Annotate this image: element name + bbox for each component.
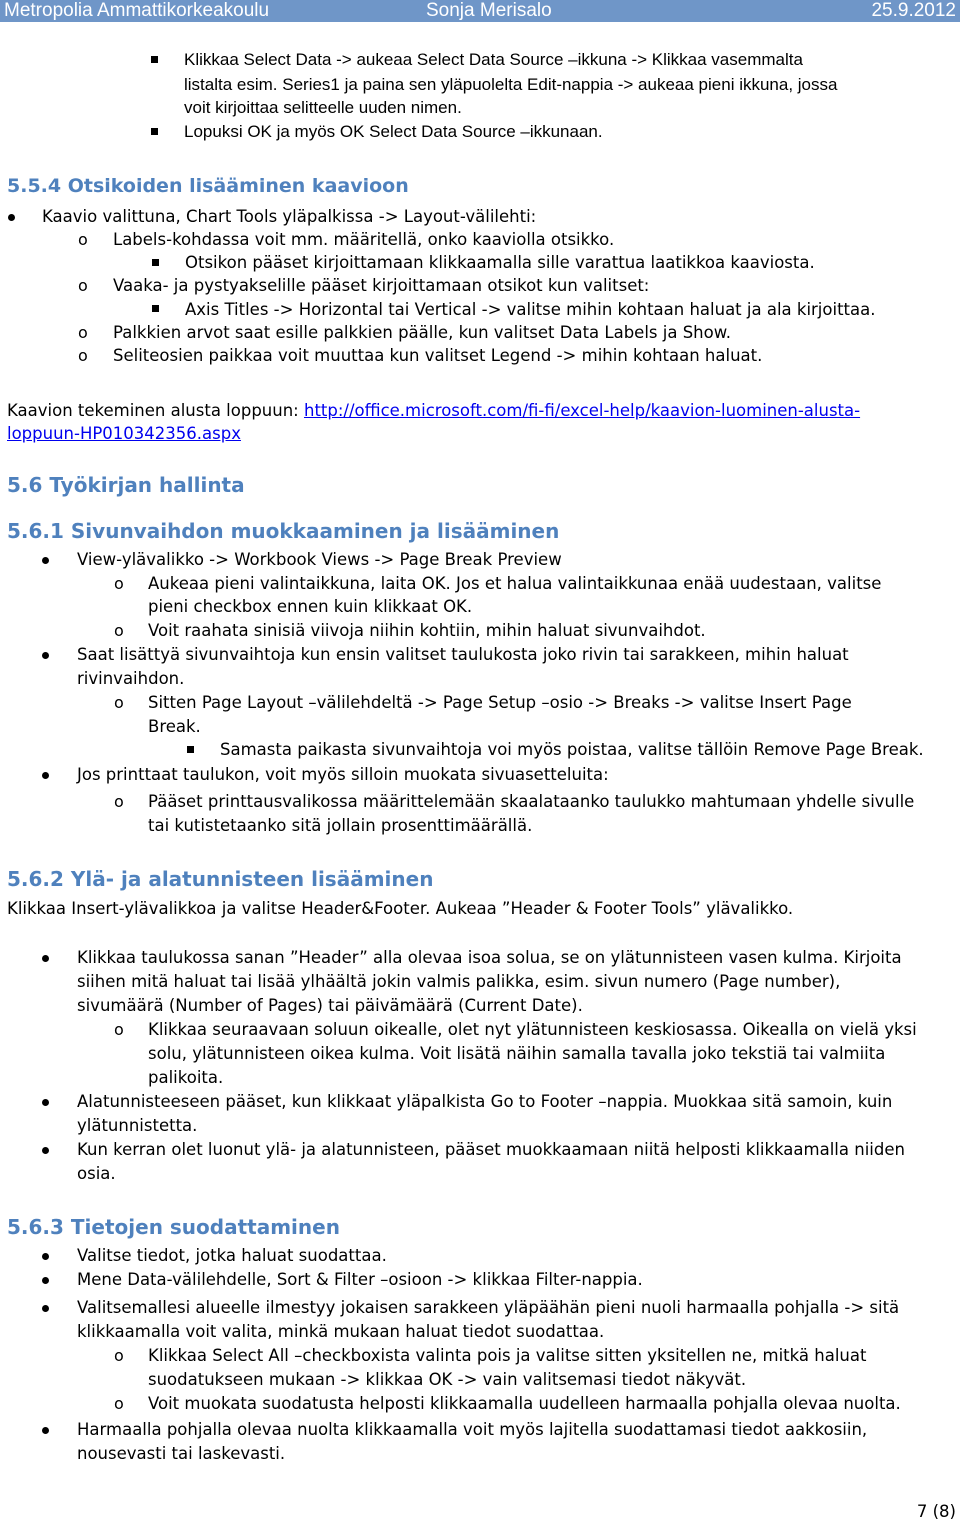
text-line: Labels-kohdassa voit mm. määritellä, onko kaaviolla otsikko. <box>113 230 615 249</box>
header-date: 25.9.2012 <box>871 0 956 21</box>
text-line: sivumäärä (Number of Pages) tai päivämäärä (Current Date). <box>77 996 583 1015</box>
text-line: Kaavio valittuna, Chart Tools yläpalkissa -> Layout-välilehti: <box>42 207 537 226</box>
section-heading-5-6: 5.6 Työkirjan hallinta <box>7 473 245 497</box>
text-line: Seliteosien paikkaa voit muuttaa kun valitset Legend -> mihin kohtaan haluat. <box>113 346 763 365</box>
text-line: Harmaalla pohjalla olevaa nuolta klikkaamalla voit myös lajitella suodattamasi tiedot aakkosiin, <box>77 1420 868 1439</box>
disc-bullet-icon <box>42 652 49 659</box>
text-line: klikkaamalla voit valita, minkä mukaan haluat tiedot suodattaa. <box>77 1322 605 1341</box>
text-line: Mene Data-välilehdelle, Sort & Filter –osioon -> klikkaa Filter-nappia. <box>77 1270 643 1289</box>
section-heading-5-5-4: 5.5.4 Otsikoiden lisääminen kaavioon <box>7 175 409 197</box>
text-line: Aukeaa pieni valintaikkuna, laita OK. Jos et halua valintaikkunaa enää uudestaan, valitse <box>148 574 882 593</box>
text-line: nousevasti tai laskevasti. <box>77 1444 286 1463</box>
section-heading-5-6-2: 5.6.2 Ylä- ja alatunnisteen lisääminen <box>7 867 434 891</box>
text-line: Samasta paikasta sivunvaihtoja voi myös poistaa, valitse tällöin Remove Page Break. <box>220 740 924 759</box>
text-line: Klikkaa Insert-ylävalikkoa ja valitse Header&Footer. Aukeaa ”Header & Footer Tools” ylävalikko. <box>7 899 794 918</box>
circle-bullet-icon: o <box>114 693 124 712</box>
section-heading-5-6-1: 5.6.1 Sivunvaihdon muokkaaminen ja lisääminen <box>7 519 560 543</box>
text-line: Saat lisättyä sivunvaihtoja kun ensin valitset taulukosta joko rivin tai sarakkeen, mihin haluat <box>77 645 849 664</box>
text-line: Kun kerran olet luonut ylä- ja alatunnisteen, pääset muokkaamaan niitä helposti klikkaamalla niiden <box>77 1140 905 1159</box>
text-line: listalta esim. Series1 ja paina sen yläpuolelta Edit-nappia -> aukeaa pieni ikkuna, jossa <box>184 75 838 94</box>
office-help-link-continued[interactable]: loppuun-HP010342356.aspx <box>7 424 241 443</box>
square-bullet-icon <box>152 305 159 312</box>
disc-bullet-icon <box>42 955 49 962</box>
text-line: solu, ylätunnisteen oikea kulma. Voit lisätä näihin samalla tavalla joko tekstiä tai valmiita <box>148 1044 886 1063</box>
text-line: View-ylävalikko -> Workbook Views -> Page Break Preview <box>77 550 562 569</box>
square-bullet-icon <box>152 259 159 266</box>
text-line: Lopuksi OK ja myös OK Select Data Source –ikkunaan. <box>184 122 603 141</box>
text-line: Axis Titles -> Horizontal tai Vertical -> valitse mihin kohtaan haluat ja ala kirjoittaa. <box>185 300 876 319</box>
text-line: pieni checkbox ennen kuin klikkaat OK. <box>148 597 473 616</box>
text-line: Break. <box>148 717 201 736</box>
disc-bullet-icon <box>8 214 15 221</box>
circle-bullet-icon: o <box>114 1346 124 1365</box>
square-bullet-icon <box>187 746 194 753</box>
header-institution: Metropolia Ammattikorkeakoulu <box>4 0 270 21</box>
text-line: suodatukseen mukaan -> klikkaa OK -> vain valitsemasi tiedot näkyvät. <box>148 1370 747 1389</box>
disc-bullet-icon <box>42 1147 49 1154</box>
disc-bullet-icon <box>42 1427 49 1434</box>
text-line: palikoita. <box>148 1068 224 1087</box>
text-line: Klikkaa seuraavaan soluun oikealle, olet nyt ylätunnisteen keskiosassa. Oikealla on vielä yksi <box>148 1020 917 1039</box>
circle-bullet-icon: o <box>78 323 88 342</box>
text-line: Valitsemallesi alueelle ilmestyy jokaisen sarakkeen yläpäähän pieni nuoli harmaalla pohjalla -> sitä <box>77 1298 900 1317</box>
text-line: Pääset printtausvalikossa määrittelemään skaalataanko taulukko mahtumaan yhdelle sivulle <box>148 792 915 811</box>
link-paragraph <box>7 399 860 423</box>
text-line: Alatunnisteeseen pääset, kun klikkaat yläpalkista Go to Footer –nappia. Muokkaa sitä samoin, kuin <box>77 1092 893 1111</box>
section-heading-5-6-3: 5.6.3 Tietojen suodattaminen <box>7 1215 340 1239</box>
text-line: ylätunnistetta. <box>77 1116 198 1135</box>
text-line: Klikkaa Select Data -> aukeaa Select Data Source –ikkuna -> Klikkaa vasemmalta <box>184 50 803 69</box>
disc-bullet-icon <box>42 772 49 779</box>
text-line: tai kutistetaanko sitä jollain prosenttimäärällä. <box>148 816 533 835</box>
office-help-link[interactable]: http://office.microsoft.com/fi-fi/excel-help/kaavion-luominen-alusta- <box>303 401 861 420</box>
circle-bullet-icon: o <box>114 792 124 811</box>
text-line: Voit muokata suodatusta helposti klikkaamalla uudelleen harmaalla pohjalla olevaa nuolta. <box>148 1394 901 1413</box>
header-author: Sonja Merisalo <box>426 0 552 21</box>
text-line: Jos printtaat taulukon, voit myös silloin muokata sivuasetteluita: <box>77 765 609 784</box>
text-line: rivinvaihdon. <box>77 669 185 688</box>
text-line: Vaaka- ja pystyakselille pääset kirjoittamaan otsikot kun valitset: <box>113 276 650 295</box>
circle-bullet-icon: o <box>78 276 88 295</box>
disc-bullet-icon <box>42 1305 49 1312</box>
link-paragraph-line2 <box>7 422 241 446</box>
square-bullet-icon <box>151 56 158 63</box>
text-line: osia. <box>77 1164 116 1183</box>
text-line: voit kirjoittaa selitteelle uuden nimen. <box>184 98 462 117</box>
text-line: Voit raahata sinisiä viivoja niihin kohtiin, mihin haluat sivunvaihdot. <box>148 621 706 640</box>
disc-bullet-icon <box>42 1253 49 1260</box>
square-bullet-icon <box>151 128 158 135</box>
circle-bullet-icon: o <box>114 1394 124 1413</box>
text-line: siihen mitä haluat tai lisää ylhäältä jokin valmis palikka, esim. sivun numero (Page number), <box>77 972 841 991</box>
circle-bullet-icon: o <box>78 346 88 365</box>
text-line: Palkkien arvot saat esille palkkien päälle, kun valitset Data Labels ja Show. <box>113 323 731 342</box>
link-prefix: Kaavion tekeminen alusta loppuun: <box>7 401 304 420</box>
circle-bullet-icon: o <box>78 230 88 249</box>
page-number: 7 (8) <box>916 1502 956 1521</box>
disc-bullet-icon <box>42 557 49 564</box>
circle-bullet-icon: o <box>114 1020 124 1039</box>
text-line: Klikkaa Select All –checkboxista valinta pois ja valitse sitten yksitellen ne, mitkä haluat <box>148 1346 867 1365</box>
text-line: Valitse tiedot, jotka haluat suodattaa. <box>77 1246 387 1265</box>
page-header <box>0 0 960 22</box>
circle-bullet-icon: o <box>114 621 124 640</box>
circle-bullet-icon: o <box>114 574 124 593</box>
disc-bullet-icon <box>42 1277 49 1284</box>
text-line: Klikkaa taulukossa sanan ”Header” alla olevaa isoa solua, se on ylätunnisteen vasen kulma. Kirjoita <box>77 948 902 967</box>
disc-bullet-icon <box>42 1099 49 1106</box>
text-line: Otsikon pääset kirjoittamaan klikkaamalla sille varattua laatikkoa kaaviosta. <box>185 253 815 272</box>
text-line: Sitten Page Layout –välilehdeltä -> Page Setup –osio -> Breaks -> valitse Insert Page <box>148 693 852 712</box>
